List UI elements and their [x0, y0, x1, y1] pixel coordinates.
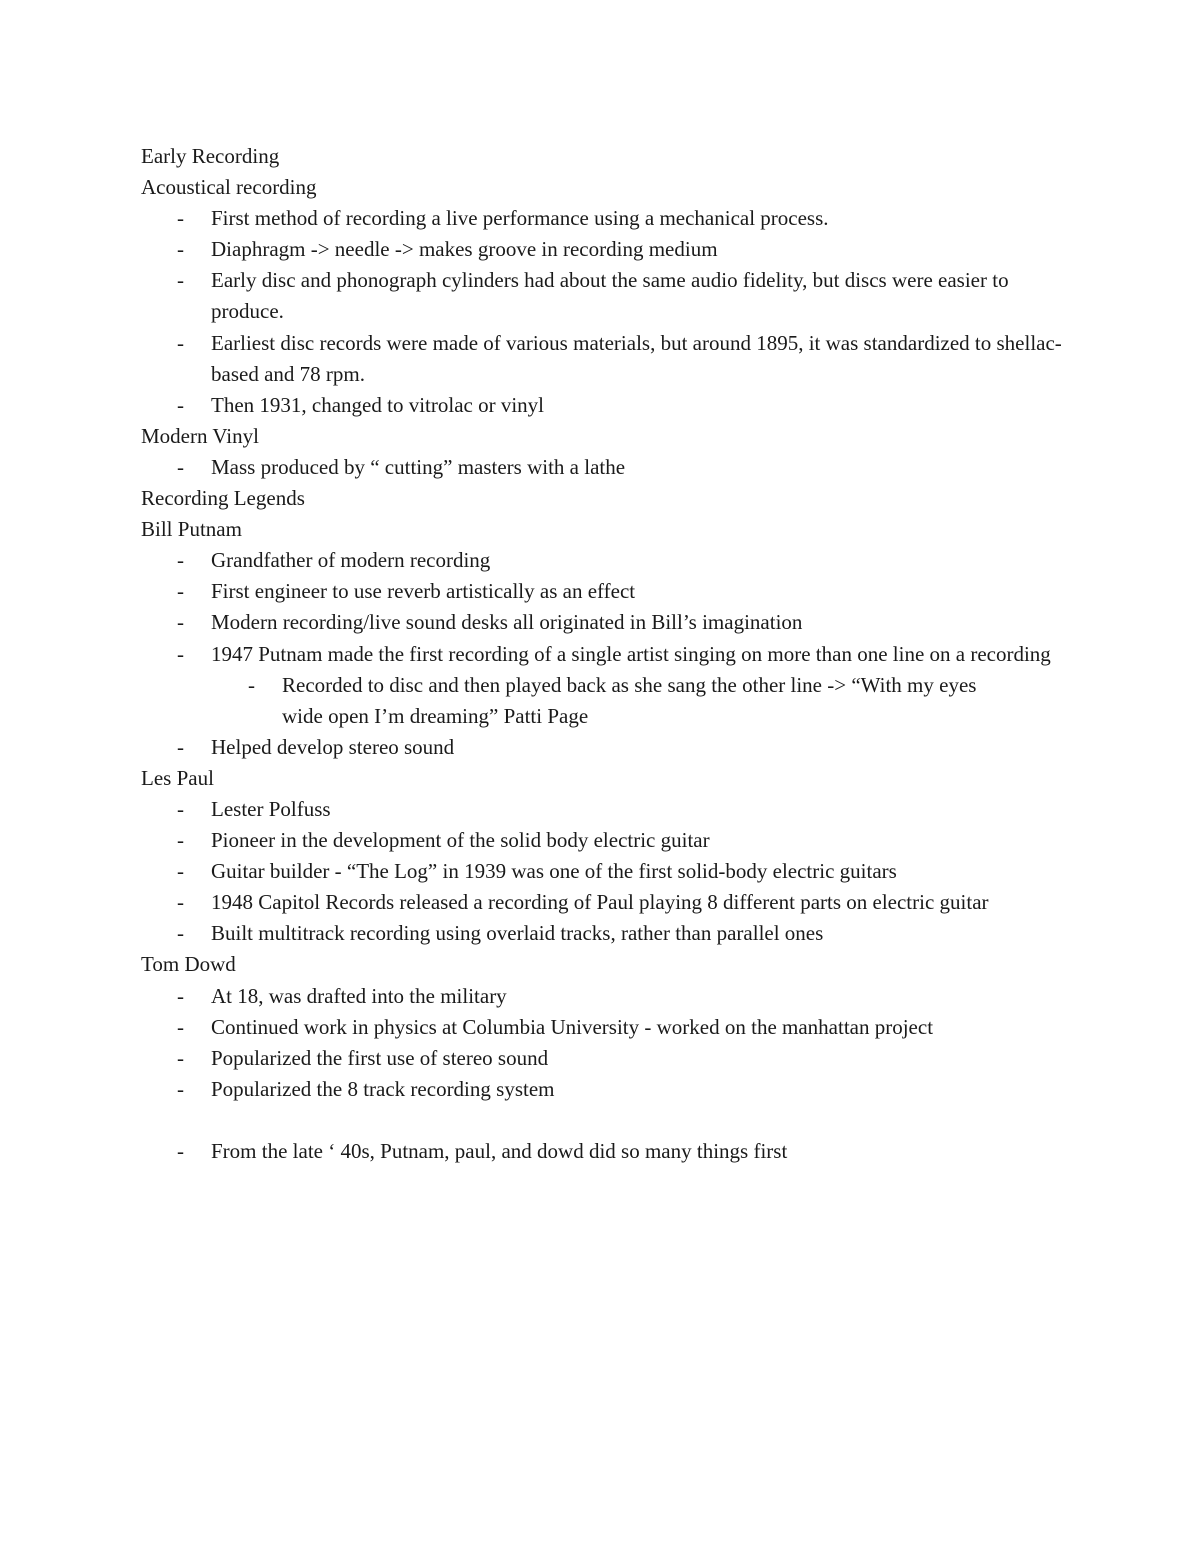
bullet-dash: - — [177, 330, 184, 355]
list-item — [141, 545, 1071, 576]
section-heading: Les Paul — [141, 765, 214, 790]
list-item — [141, 576, 1071, 607]
bullet-dash: - — [177, 983, 184, 1008]
bullet-dash: - — [177, 237, 184, 262]
section-heading: Acoustical recording — [141, 175, 317, 200]
bullet-dash: - — [177, 734, 184, 759]
bullet-dash: - — [177, 1076, 184, 1101]
bullet-dash: - — [177, 206, 184, 231]
bullet-dash: - — [177, 548, 184, 573]
bullet-dash: - — [177, 1045, 184, 1070]
bullet-dash: - — [177, 268, 184, 293]
list-item-text: 1947 Putnam made the first recording of a single artist singing on more than one line on a recording — [211, 641, 1051, 666]
list-item — [141, 1136, 1071, 1167]
list-item — [141, 452, 1071, 483]
section-heading: Early Recording — [141, 144, 280, 168]
bullet-dash: - — [177, 921, 184, 946]
list-item-text: Mass produced by “ cutting” masters with a lathe — [211, 454, 626, 479]
list-item-text: Early disc and phonograph cylinders had about the same audio fidelity, but discs were easier to produce. — [211, 268, 1009, 324]
list-item-text: Lester Polfuss — [211, 796, 331, 821]
list-item — [141, 918, 1071, 949]
list-item-text: Guitar builder - “The Log” in 1939 was one of the first solid-body electric guitars — [211, 859, 897, 884]
list-item-text: From the late ‘ 40s, Putnam, paul, and dowd did so many things first — [211, 1139, 788, 1163]
bullet-dash: - — [177, 392, 184, 417]
bullet-dash: - — [177, 454, 184, 479]
list-item — [141, 1043, 1071, 1074]
list-item — [141, 265, 1071, 327]
document-body — [141, 141, 1081, 1167]
bullet-dash: - — [177, 890, 184, 915]
list-item — [141, 887, 1071, 918]
bullet-dash: - — [248, 672, 255, 697]
section-heading: Recording Legends — [141, 486, 305, 511]
list-item-text: Diaphragm -> needle -> makes groove in recording medium — [211, 237, 718, 262]
list-item-text: Popularized the first use of stereo sound — [211, 1045, 549, 1070]
list-item-text: Continued work in physics at Columbia University - worked on the manhattan project — [211, 1014, 934, 1039]
list-item — [141, 234, 1071, 265]
bullet-dash: - — [177, 859, 184, 884]
list-item-text: Grandfather of modern recording — [211, 548, 491, 573]
bullet-dash: - — [177, 579, 184, 604]
bullet-dash: - — [177, 828, 184, 853]
list-item — [141, 856, 1071, 887]
list-item — [141, 732, 1071, 763]
section-heading: Modern Vinyl — [141, 423, 259, 448]
bullet-dash: - — [177, 641, 184, 666]
list-item-text: Modern recording/live sound desks all originated in Bill’s imagination — [211, 610, 803, 635]
bullet-dash: - — [177, 1014, 184, 1039]
list-item — [141, 390, 1071, 421]
list-item — [141, 981, 1071, 1012]
bullet-dash: - — [177, 610, 184, 635]
list-item-text: Popularized the 8 track recording system — [211, 1076, 555, 1101]
list-item — [141, 1074, 1071, 1105]
bullet-dash: - — [177, 796, 184, 821]
list-item-text: At 18, was drafted into the military — [211, 983, 507, 1008]
list-item-text: Recorded to disc and then played back as she sang the other line -> “With my eyes wide open I’m dreaming” Patti Page — [282, 672, 977, 728]
bullet-dash: - — [177, 1139, 184, 1163]
section-heading: Bill Putnam — [141, 517, 242, 542]
list-item-text: Pioneer in the development of the solid body electric guitar — [211, 828, 710, 853]
list-item — [141, 203, 1071, 234]
list-item — [141, 639, 1071, 670]
list-item-text: 1948 Capitol Records released a recording of Paul playing 8 different parts on electric guitar — [211, 890, 989, 915]
list-item-text: Helped develop stereo sound — [211, 734, 455, 759]
list-item — [141, 328, 1071, 390]
sub-list-item — [141, 670, 1022, 732]
list-item — [141, 607, 1071, 638]
document-page — [141, 141, 1081, 1167]
list-item-text: First method of recording a live performance using a mechanical process. — [211, 206, 829, 231]
list-item-text: Built multitrack recording using overlaid tracks, rather than parallel ones — [211, 921, 824, 946]
list-item-text: First engineer to use reverb artistically as an effect — [211, 579, 636, 604]
list-item-text: Earliest disc records were made of various materials, but around 1895, it was standardized to shellac-based and 78 rpm. — [211, 330, 1062, 386]
list-item — [141, 794, 1071, 825]
list-item — [141, 825, 1071, 856]
blank-line — [141, 1105, 1081, 1136]
section-heading: Tom Dowd — [141, 952, 236, 977]
list-item-text: Then 1931, changed to vitrolac or vinyl — [211, 392, 544, 417]
list-item — [141, 1012, 1071, 1043]
